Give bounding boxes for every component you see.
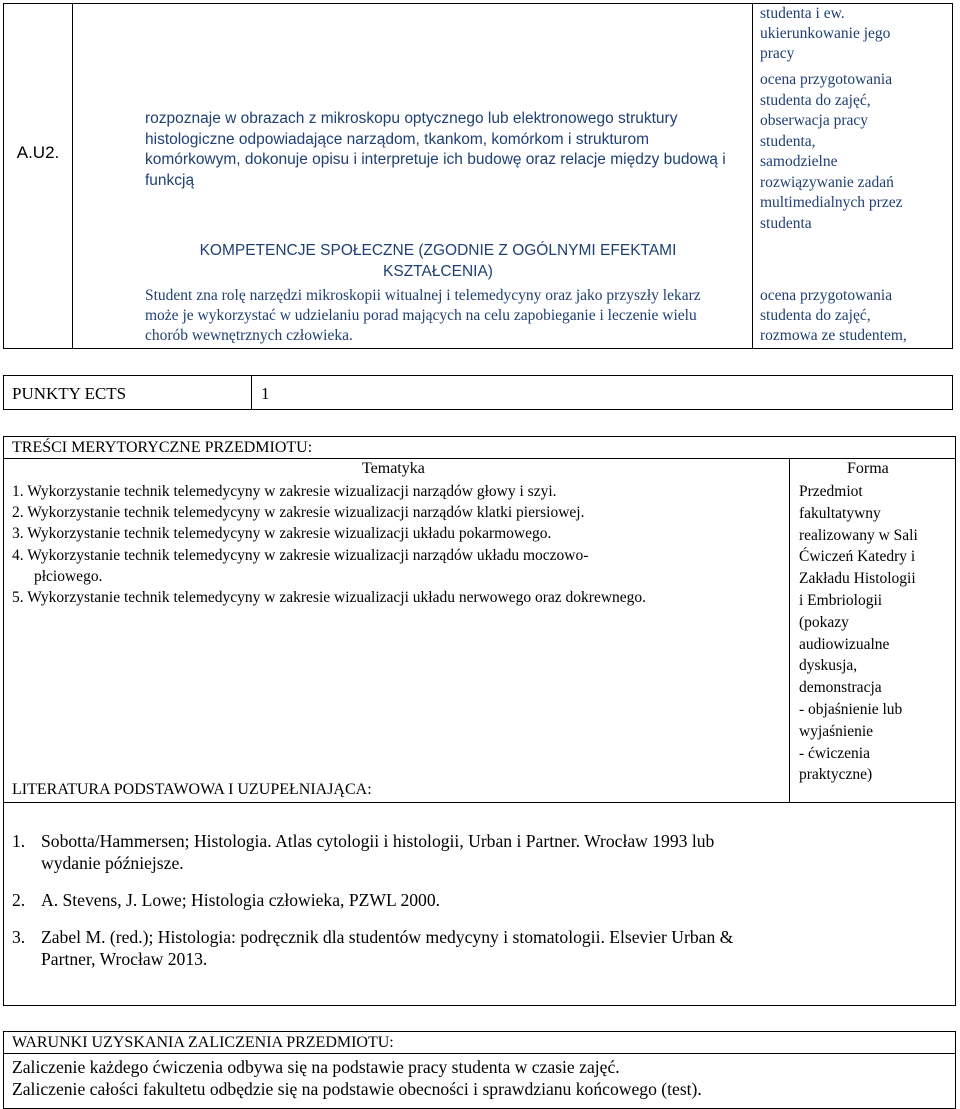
content-divider bbox=[3, 458, 956, 459]
assessment-method-line: ukierunkowanie jego bbox=[760, 25, 891, 42]
literature-line: Sobotta/Hammersen; Histologia. Atlas cytologii i histologii, Urban i Partner. Wrocław 1993 lub bbox=[41, 831, 715, 851]
conditions-heading: WARUNKI UZYSKANIA ZALICZENIA PRZEDMIOTU: bbox=[12, 1034, 394, 1051]
forma-line: Przedmiot bbox=[799, 483, 863, 500]
assessment-method-line: pracy bbox=[760, 45, 795, 62]
condition-line: Zaliczenie każdego ćwiczenia odbywa się na podstawie pracy studenta w czasie zajęć. bbox=[12, 1057, 620, 1077]
social-competences-heading: KOMPETENCJE SPOŁECZNE (ZGODNIE Z OGÓLNYMI EFEKTAMI KSZTAŁCENIA) bbox=[199, 242, 677, 280]
ects-label: PUNKTY ECTS bbox=[12, 384, 127, 403]
assessment-method-line: studenta i ew. bbox=[760, 5, 845, 22]
conditions-text bbox=[12, 1056, 952, 1100]
literature-item bbox=[12, 926, 947, 970]
topic-item: 4. Wykorzystanie technik telemedycyny w zakresie wizualizacji narządów układu moczowo- bbox=[12, 546, 589, 564]
assessment-method-line: studenta, bbox=[760, 132, 816, 150]
topic-item: 5. Wykorzystanie technik telemedycyny w zakresie wizualizacji układu nerwowego oraz dokrewnego. bbox=[12, 589, 647, 607]
content-heading: TREŚCI MERYTORYCZNE PRZEDMIOTU: bbox=[12, 439, 313, 456]
forma-description bbox=[799, 481, 953, 786]
conditions-divider bbox=[3, 1053, 956, 1054]
assessment-method-line: studenta do zajęć, bbox=[760, 91, 871, 109]
assessment-method-line: rozwiązywanie zadań bbox=[760, 173, 894, 191]
assessment-method-line: ocena przygotowania bbox=[760, 71, 893, 88]
assessment-methods-b bbox=[760, 70, 950, 234]
forma-line: praktyczne) bbox=[799, 766, 873, 784]
assessment-method-line: studenta do zajęć, bbox=[760, 307, 871, 324]
assessment-method-line: obserwacja pracy bbox=[760, 112, 869, 129]
literature-item bbox=[12, 830, 947, 874]
col-divider bbox=[752, 3, 753, 349]
literature-line: A. Stevens, J. Lowe; Histologia człowieka, PZWL 2000. bbox=[41, 890, 441, 910]
assessment-methods-c bbox=[760, 286, 950, 346]
assessment-methods-a bbox=[760, 4, 950, 64]
assessment-method-line: studenta bbox=[760, 214, 812, 232]
literature-heading: LITERATURA PODSTAWOWA I UZUPEŁNIAJĄCA: bbox=[12, 781, 372, 798]
forma-line: realizowany w Sali bbox=[799, 526, 918, 544]
forma-line: wyjaśnienie bbox=[799, 722, 874, 740]
topic-item: płciowego. bbox=[34, 567, 103, 585]
forma-line: demonstracja bbox=[799, 679, 882, 697]
forma-line: - objaśnienie lub bbox=[799, 700, 903, 718]
content-divider bbox=[3, 802, 956, 803]
topic-item: 2. Wykorzystanie technik telemedycyny w zakresie wizualizacji narządów klatki piersiowej. bbox=[12, 504, 585, 522]
forma-divider bbox=[789, 458, 790, 802]
topic-list bbox=[12, 481, 787, 608]
outcome-code: A.U2. bbox=[16, 143, 60, 162]
social-competences-text: Student zna rolę narzędzi mikroskopii witualnej i telemedycyny oraz jako przyszły lekarz może je wykorzystać w udzielaniu porad mających na celu zapobieganie i leczenie wielu chorób wewnętrznych człowieka. bbox=[145, 287, 701, 344]
condition-line: Zaliczenie całości fakultetu odbędzie się na podstawie obecności i sprawdzianu końcowego (test). bbox=[12, 1079, 702, 1099]
ects-value: 1 bbox=[261, 384, 270, 403]
assessment-method-line: samodzielne bbox=[760, 153, 838, 170]
forma-line: Zakładu Histologii bbox=[799, 570, 916, 588]
literature-number: 2. bbox=[12, 890, 26, 910]
tematyka-header: Tematyka bbox=[362, 460, 425, 477]
literature-line: Partner, Wrocław 2013. bbox=[41, 949, 208, 969]
literature-number: 1. bbox=[12, 831, 26, 851]
topic-item: 3. Wykorzystanie technik telemedycyny w zakresie wizualizacji układu pokarmowego. bbox=[12, 525, 552, 543]
literature-line: Zabel M. (red.); Histologia: podręcznik dla studentów medycyny i stomatologii. Elsevier Urban & bbox=[41, 927, 734, 947]
literature-line: wydanie późniejsze. bbox=[41, 853, 184, 873]
col-divider bbox=[72, 3, 73, 349]
ects-divider bbox=[251, 375, 252, 410]
forma-line: Ćwiczeń Katedry i bbox=[799, 548, 916, 566]
topic-item: 1. Wykorzystanie technik telemedycyny w zakresie wizualizacji narządów głowy i szyi. bbox=[12, 483, 557, 500]
forma-line: fakultatywny bbox=[799, 504, 881, 522]
forma-line: (pokazy bbox=[799, 613, 849, 631]
literature-item bbox=[12, 889, 947, 911]
literature-number: 3. bbox=[12, 927, 26, 947]
assessment-method-line: rozmowa ze studentem, bbox=[760, 327, 907, 344]
forma-line: i Embriologii bbox=[799, 591, 883, 609]
assessment-method-line: multimedialnych przez bbox=[760, 194, 903, 211]
outcome-text: rozpoznaje w obrazach z mikroskopu optycznego lub elektronowego struktury histologiczne odpowiadające narządom, tkankom, komórkom i strukturom komórkowym, dokonuje opisu i interpretuje ich budowę oraz relacje między budową i funkcją bbox=[145, 110, 726, 189]
literature-list bbox=[12, 830, 947, 985]
ects-table bbox=[3, 375, 953, 410]
forma-line: - ćwiczenia bbox=[799, 744, 870, 762]
forma-line: dyskusja, bbox=[799, 657, 858, 675]
forma-header: Forma bbox=[847, 460, 889, 477]
assessment-method-line: ocena przygotowania bbox=[760, 287, 893, 304]
forma-line: audiowizualne bbox=[799, 635, 890, 653]
